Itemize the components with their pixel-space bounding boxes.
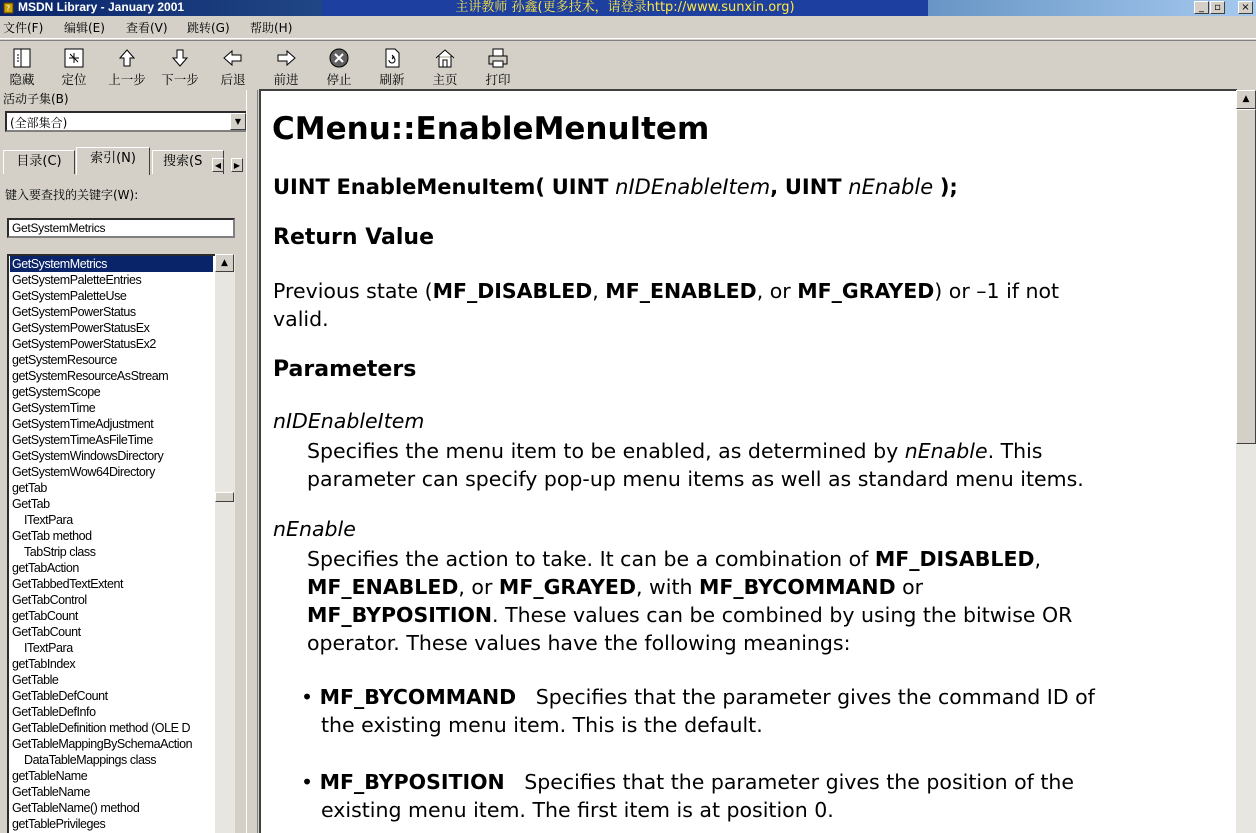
bullet-item-cont: existing menu item. The first item is at position 0. [321,798,834,822]
param-description-cont: MF_BYPOSITION. These values can be combined by using the bitwise OR [307,603,1073,627]
menu-view[interactable]: 查看(V) [126,21,168,35]
arrow-back-icon [221,47,245,69]
menu-edit[interactable]: 编辑(E) [64,21,105,35]
index-item[interactable]: GetSystemTimeAsFileTime [12,433,153,447]
bullet-item: • MF_BYCOMMAND Specifies that the parameter gives the command ID of [301,685,1095,709]
return-value-heading: Return Value [273,225,435,250]
return-value-text: Previous state (MF_DISABLED, MF_ENABLED, or MF_GRAYED) or –1 if not [273,279,1060,303]
window-title: MSDN Library - January 2001 [18,0,185,14]
pane-splitter[interactable] [246,90,258,833]
index-item[interactable]: GetSystemPowerStatusEx [12,321,150,335]
print-button[interactable]: 打印 [478,47,518,89]
index-item[interactable]: getSystemScope [12,385,101,399]
param-description: Specifies the action to take. It can be a combination of MF_DISABLED, [307,547,1042,571]
index-item[interactable]: GetTab method [12,529,92,543]
index-item[interactable]: ITextPara [24,513,73,527]
index-item[interactable]: getTabAction [12,561,79,575]
param-description: Specifies the menu item to be enabled, as determined by nEnable. This [307,439,1043,463]
index-item[interactable]: GetTableName() method [12,801,140,815]
hide-button[interactable]: 隐藏 [2,47,42,89]
index-item[interactable]: getSystemResource [12,353,117,367]
index-item[interactable]: GetTableDefInfo [12,705,96,719]
menu-file[interactable]: 文件(F) [3,21,44,35]
home-icon [433,47,457,69]
index-item[interactable]: GetSystemWindowsDirectory [12,449,164,463]
hide-pane-icon [10,47,34,69]
topic-content [259,89,1237,833]
content-scroll-thumb[interactable] [1236,109,1256,444]
arrow-down-icon [168,47,192,69]
refresh-icon [380,47,404,69]
forward-button[interactable]: 前进 [266,47,306,89]
stop-button[interactable]: 停止 [319,47,359,89]
keyword-input[interactable]: GetSystemMetrics [7,218,235,238]
index-list-scrollbar[interactable] [215,254,235,833]
tab-contents[interactable]: 目录(C) [3,150,75,174]
index-item[interactable]: DataTableMappings class [24,753,157,767]
help-book-icon [3,2,15,14]
arrow-up-icon [115,47,139,69]
menu-go[interactable]: 跳转(G) [187,21,230,35]
index-item[interactable]: GetSystemTimeAdjustment [12,417,154,431]
keyword-label: 键入要查找的关键字(W): [5,188,139,202]
subset-dropdown[interactable] [5,111,248,132]
back-button[interactable]: 后退 [213,47,253,89]
chevron-down-icon[interactable]: ▼ [230,113,246,130]
index-item[interactable]: GetTabCount [12,625,81,639]
tab-scroll-left-icon[interactable]: ◀ [212,158,224,172]
refresh-button[interactable]: 刷新 [372,47,412,89]
index-item[interactable]: getTabIndex [12,657,76,671]
index-item[interactable]: getSystemResourceAsStream [12,369,169,383]
param-name: nEnable [273,517,356,541]
param-name: nIDEnableItem [273,409,425,433]
return-value-text-cont: valid. [273,307,329,331]
index-list[interactable] [7,254,217,833]
index-item[interactable]: ITextPara [24,641,73,655]
index-item[interactable]: GetSystemPaletteEntries [12,273,142,287]
index-item[interactable]: GetTab [12,497,50,511]
index-item[interactable]: getTabCount [12,609,78,623]
title-bar[interactable] [0,0,1256,16]
content-scrollbar[interactable] [1236,90,1256,833]
index-item[interactable]: GetTabbedTextExtent [12,577,123,591]
stop-icon [327,47,351,69]
print-icon [486,47,510,69]
index-item[interactable]: GetTable [12,673,59,687]
home-button[interactable]: 主页 [425,47,465,89]
index-item[interactable]: getTab [12,481,47,495]
index-item[interactable]: GetSystemTime [12,401,96,415]
index-item[interactable]: GetSystemPowerStatusEx2 [12,337,156,351]
parameters-heading: Parameters [273,357,417,382]
bullet-item-cont: the existing menu item. This is the default. [321,713,763,737]
index-item[interactable]: GetSystemWow64Directory [12,465,155,479]
tab-index[interactable]: 索引(N) [76,147,150,175]
svg-text:?: ? [6,4,11,13]
index-item[interactable]: TabStrip class [24,545,96,559]
locate-icon [62,47,86,69]
scroll-up-icon[interactable]: ▲ [215,254,234,272]
page-title: CMenu::EnableMenuItem [272,111,710,147]
param-description-cont: MF_ENABLED, or MF_GRAYED, with MF_BYCOMMAND or [307,575,924,599]
restore-button[interactable]: ▫ [1210,1,1225,14]
index-item[interactable]: GetTableDefinition method (OLE D [12,721,191,735]
index-item[interactable]: GetTableDefCount [12,689,108,703]
next-button[interactable]: 下一步 [160,47,200,89]
index-item[interactable]: GetTableMappingBySchemaAction [12,737,193,751]
index-item-selected[interactable]: GetSystemMetrics [10,256,213,272]
bullet-item: • MF_BYPOSITION Specifies that the parameter gives the position of the [301,770,1075,794]
menu-help[interactable]: 帮助(H) [250,21,293,35]
subset-label: 活动子集(B) [3,92,69,106]
param-description-cont: parameter can specify pop-up menu items as well as standard menu items. [307,467,1084,491]
tab-search[interactable]: 搜索(S [152,150,224,174]
scroll-up-icon[interactable]: ▲ [1236,90,1256,109]
index-item[interactable]: getTableName [12,769,88,783]
previous-button[interactable]: 上一步 [107,47,147,89]
index-item[interactable]: GetSystemPaletteUse [12,289,127,303]
arrow-forward-icon [274,47,298,69]
index-item[interactable]: getTablePrivileges [12,817,106,831]
index-scroll-thumb[interactable] [215,492,234,502]
tab-scroll-right-icon[interactable]: ▶ [231,158,243,172]
param-description-cont: operator. These values have the following meanings: [307,631,851,655]
menu-bar [0,16,1256,39]
minimize-button[interactable]: _ [1194,1,1209,14]
subset-value: (全部集合) [10,116,68,130]
index-item[interactable]: GetSystemPowerStatus [12,305,136,319]
index-item[interactable]: GetTabControl [12,593,87,607]
index-item[interactable]: GetTableName [12,785,90,799]
function-syntax: UINT EnableMenuItem( UINT nIDEnableItem, UINT nEnable ); [273,175,958,199]
close-button[interactable]: × [1238,1,1253,14]
locate-button[interactable]: 定位 [54,47,94,89]
toolbar [0,40,1256,91]
overlay-banner: 主讲教师 孙鑫(更多技术，请登录http://www.sunxin.org) [322,0,928,16]
